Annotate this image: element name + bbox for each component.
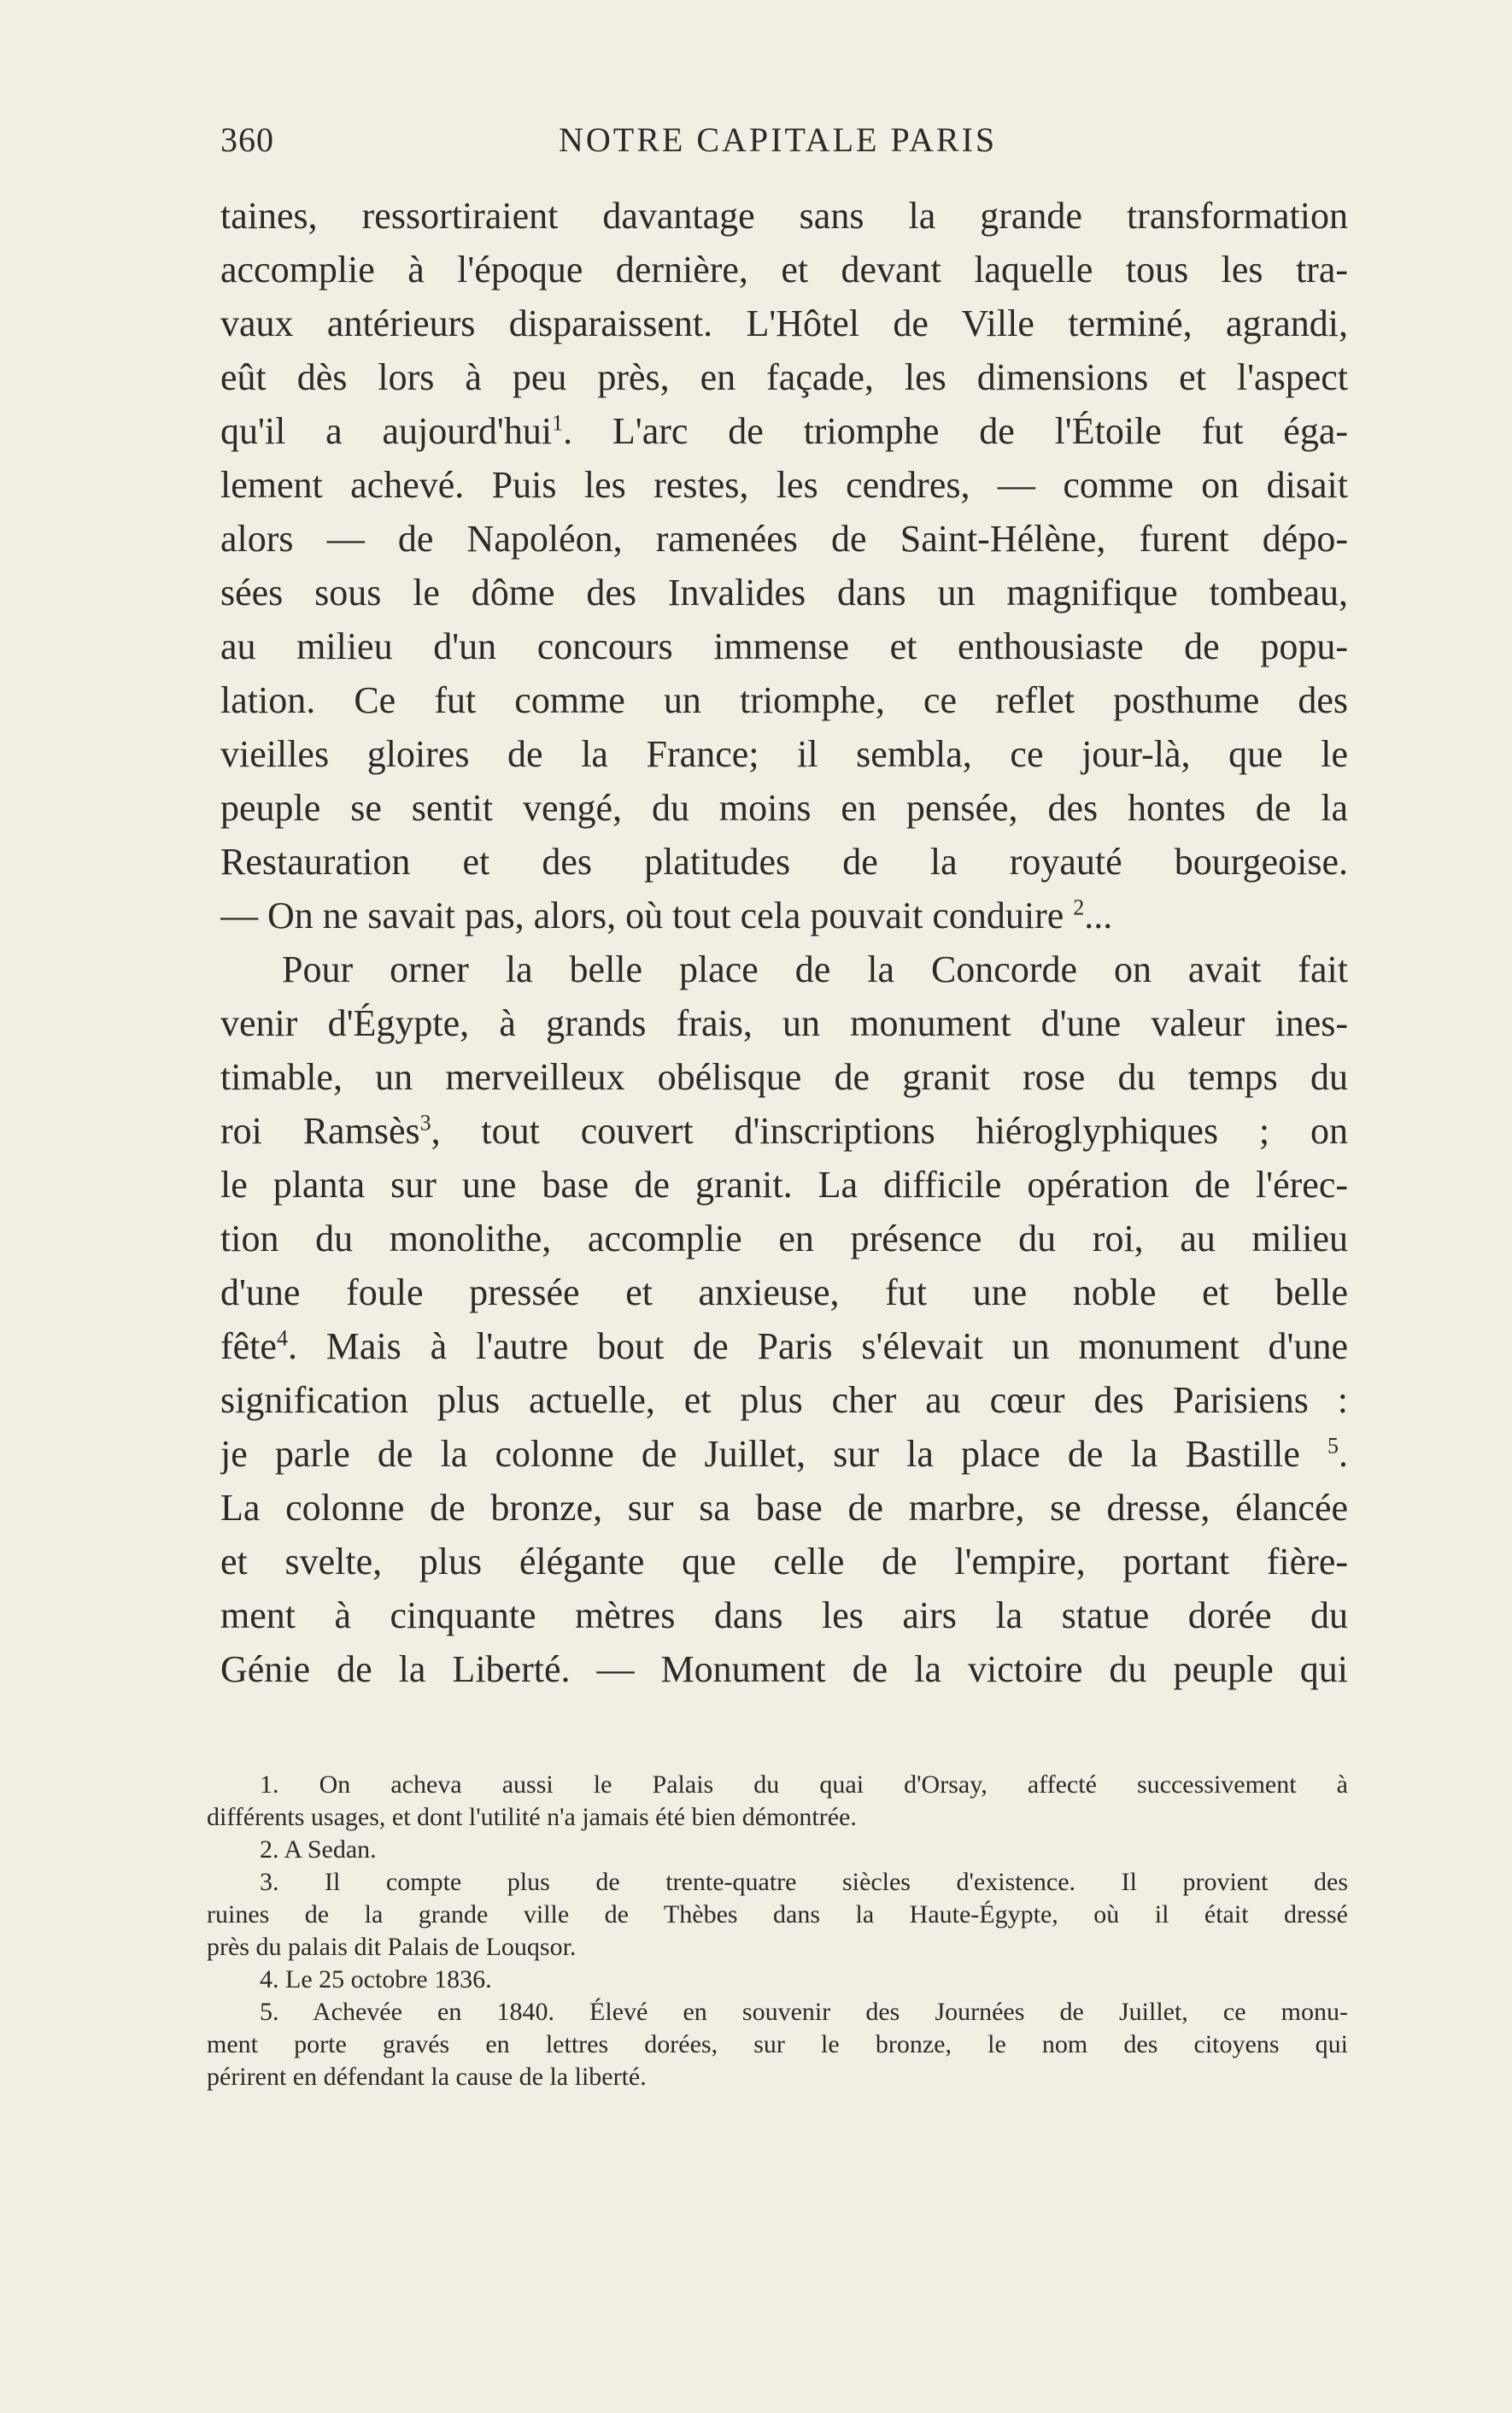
- text-line: Génie de la Liberté. — Monument de la victoire du peuple qui: [220, 1648, 1348, 1690]
- footnote-line: 3. Il compte plus de trente-quatre siècles d'existence. Il provient des: [260, 1868, 1348, 1896]
- text-line: Restauration et des platitudes de la royauté bourgeoise.: [220, 841, 1348, 883]
- text-line: Pour orner la belle place de la Concorde on avait fait: [282, 948, 1348, 990]
- main-text: [220, 189, 1348, 1696]
- text-line: [220, 404, 1348, 458]
- footnote-line: périrent en défendant la cause de la liberté.: [207, 2063, 647, 2091]
- footnotes: [207, 1769, 1348, 2093]
- page-number: 360: [220, 120, 274, 159]
- text-line: eût dès lors à peu près, en façade, les dimensions et l'aspect: [220, 356, 1348, 398]
- text-line: alors — de Napoléon, ramenées de Saint-Hélène, furent dépo-: [220, 518, 1348, 560]
- footnote-line: différents usages, et dont l'utilité n'a jamais été bien démontrée.: [207, 1803, 857, 1831]
- running-title: NOTRE CAPITALE PARIS: [559, 120, 998, 159]
- text-line: [220, 1427, 1348, 1481]
- footnote-mark: 4: [276, 1325, 288, 1351]
- text-line: accomplie à l'époque dernière, et devant laquelle tous les tra-: [220, 249, 1348, 291]
- text-segment: — On ne savait pas, alors, où tout cela pouvait conduire: [220, 895, 1064, 936]
- text-line: [220, 1104, 1348, 1158]
- page-header: [220, 120, 1348, 171]
- text-line: au milieu d'un concours immense et enthousiaste de popu-: [220, 625, 1348, 667]
- text-line: lement achevé. Puis les restes, les cendres, — comme on disait: [220, 464, 1348, 506]
- text-segment: .: [1339, 1433, 1348, 1475]
- text-segment: roi Ramsès: [220, 1110, 420, 1152]
- text-line: vaux antérieurs disparaissent. L'Hôtel de Ville terminé, agrandi,: [220, 302, 1348, 344]
- text-line: lation. Ce fut comme un triomphe, ce reflet posthume des: [220, 679, 1348, 721]
- text-line: vieilles gloires de la France; il sembla, ce jour-là, que le: [220, 733, 1348, 775]
- footnote-mark: 3: [419, 1110, 431, 1136]
- text-line: peuple se sentit vengé, du moins en pensée, des hontes de la: [220, 787, 1348, 829]
- footnote-line: 5. Achevée en 1840. Élevé en souvenir des Journées de Juillet, ce monu-: [260, 1998, 1348, 2026]
- text-segment: ...: [1084, 895, 1113, 936]
- text-line: d'une foule pressée et anxieuse, fut une noble et belle: [220, 1271, 1348, 1313]
- footnote-line: ment porte gravés en lettres dorées, sur le bronze, le nom des citoyens qui: [207, 2030, 1348, 2058]
- text-line: signification plus actuelle, et plus cher au cœur des Parisiens :: [220, 1379, 1348, 1421]
- footnote-mark: 1: [552, 410, 564, 436]
- text-line: tion du monolithe, accomplie en présence du roi, au milieu: [220, 1218, 1348, 1259]
- text-line: venir d'Égypte, à grands frais, un monument d'une valeur ines-: [220, 1002, 1348, 1044]
- text-line: taines, ressortiraient davantage sans la grande transformation: [220, 195, 1348, 237]
- footnote-line: près du palais dit Palais de Louqsor.: [207, 1933, 577, 1961]
- footnote-mark: 5: [1327, 1433, 1339, 1459]
- footnote-mark: 2: [1073, 895, 1085, 920]
- text-segment: , tout couvert d'inscriptions hiéroglyphiques ; on: [431, 1110, 1348, 1152]
- text-line: [220, 889, 1348, 942]
- text-line: et svelte, plus élégante que celle de l'empire, portant fière-: [220, 1541, 1348, 1582]
- text-segment: qu'il a aujourd'hui: [220, 410, 553, 452]
- text-line: sées sous le dôme des Invalides dans un magnifique tombeau,: [220, 572, 1348, 614]
- text-segment: . Mais à l'autre bout de Paris s'élevait un monument d'une: [287, 1325, 1348, 1367]
- text-line: La colonne de bronze, sur sa base de marbre, se dresse, élancée: [220, 1487, 1348, 1529]
- footnote-line: 1. On acheva aussi le Palais du quai d'Orsay, affecté successivement à: [260, 1770, 1348, 1799]
- text-segment: fête: [220, 1325, 277, 1367]
- text-line: le planta sur une base de granit. La difficile opération de l'érec-: [220, 1164, 1348, 1206]
- text-segment: . L'arc de triomphe de l'Étoile fut éga-: [563, 410, 1348, 452]
- footnote-line: 2. A Sedan.: [260, 1835, 377, 1864]
- footnote-line: 4. Le 25 octobre 1836.: [260, 1965, 492, 1993]
- footnote-line: ruines de la grande ville de Thèbes dans la Haute-Égypte, où il était dressé: [207, 1900, 1348, 1929]
- text-line: timable, un merveilleux obélisque de granit rose du temps du: [220, 1056, 1348, 1098]
- text-segment: je parle de la colonne de Juillet, sur la place de la Bastille: [220, 1433, 1300, 1475]
- text-line: [220, 1319, 1348, 1373]
- text-line: ment à cinquante mètres dans les airs la statue dorée du: [220, 1594, 1348, 1636]
